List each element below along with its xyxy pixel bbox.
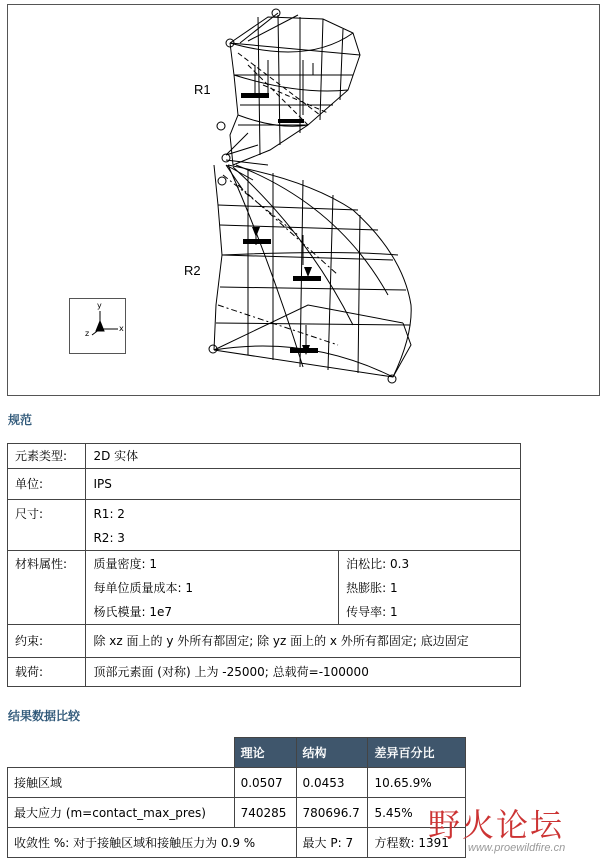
- spec-table: [7, 443, 521, 687]
- spec-row-units: [8, 469, 521, 500]
- spec-row-loads: [8, 658, 521, 687]
- dimension-r1: R1: 2: [93, 507, 125, 521]
- r2-label: R2: [184, 263, 201, 278]
- coordinate-triad-icon: [69, 298, 126, 354]
- results-header-row: [8, 738, 466, 768]
- col-theory: 理论: [234, 738, 296, 768]
- triad-y: y: [97, 301, 102, 310]
- table-row: [8, 798, 466, 828]
- thermal-expansion: 热膨胀: 1: [346, 581, 398, 595]
- col-structure: 结构: [296, 738, 368, 768]
- constraints-label: 约束:: [8, 625, 86, 658]
- watermark-logo-text: 野火论坛: [428, 806, 565, 844]
- site-watermark: [428, 800, 566, 854]
- results-table: [7, 737, 466, 858]
- units-value: IPS: [86, 469, 521, 500]
- loads-value: 顶部元素面 (对称) 上为 -25000; 总载荷=-100000: [86, 658, 521, 687]
- equation-count: 方程数: 1391: [368, 828, 466, 858]
- model-figure: [7, 4, 600, 396]
- results-heading: 结果数据比较: [8, 709, 81, 723]
- col-diff: 差异百分比: [368, 738, 466, 768]
- spec-row-constraints: [8, 625, 521, 658]
- youngs-modulus: 杨氏模量: 1e7: [93, 605, 172, 619]
- row-theory: 740285: [234, 798, 296, 828]
- element-type-value: 2D 实体: [86, 444, 521, 469]
- spec-row-material: [8, 551, 521, 625]
- convergence: 收敛性 %: 对于接触区域和接触压力为 0.9 %: [8, 828, 297, 858]
- constraints-value: 除 xz 面上的 y 外所有都固定; 除 yz 面上的 x 外所有都固定; 底边固定: [86, 625, 521, 658]
- cost-per-unit-mass: 每单位质量成本: 1: [93, 581, 193, 595]
- row-theory: 0.0507: [234, 768, 296, 798]
- loads-label: 载荷:: [8, 658, 86, 687]
- max-p: 最大 P: 7: [296, 828, 368, 858]
- mass-density: 质量密度: 1: [93, 557, 157, 571]
- results-footer-row: [8, 828, 466, 858]
- row-name: 接触区域: [8, 768, 235, 798]
- triad-x: x: [119, 324, 124, 333]
- row-name: 最大应力 (m=contact_max_pres): [8, 798, 235, 828]
- row-diff: 5.45%: [368, 798, 466, 828]
- conductivity: 传导率: 1: [346, 605, 398, 619]
- element-type-label: 元素类型:: [8, 444, 86, 469]
- triad-z: z: [85, 329, 90, 338]
- r1-label: R1: [194, 82, 211, 97]
- material-label: 材料属性:: [15, 557, 68, 571]
- spec-row-element-type: [8, 444, 521, 469]
- watermark-url: www.proewildfire.cn: [468, 842, 566, 854]
- dimensions-label: 尺寸:: [15, 507, 44, 521]
- row-structure: 0.0453: [296, 768, 368, 798]
- units-label: 单位:: [8, 469, 86, 500]
- results-header-blank: [8, 738, 235, 768]
- spec-heading: 规范: [8, 413, 33, 427]
- row-structure: 780696.7: [296, 798, 368, 828]
- row-diff: 10.65.9%: [368, 768, 466, 798]
- poisson-ratio: 泊松比: 0.3: [346, 557, 410, 571]
- dimension-r2: R2: 3: [93, 531, 125, 545]
- spec-row-dimensions: [8, 500, 521, 551]
- table-row: [8, 768, 466, 798]
